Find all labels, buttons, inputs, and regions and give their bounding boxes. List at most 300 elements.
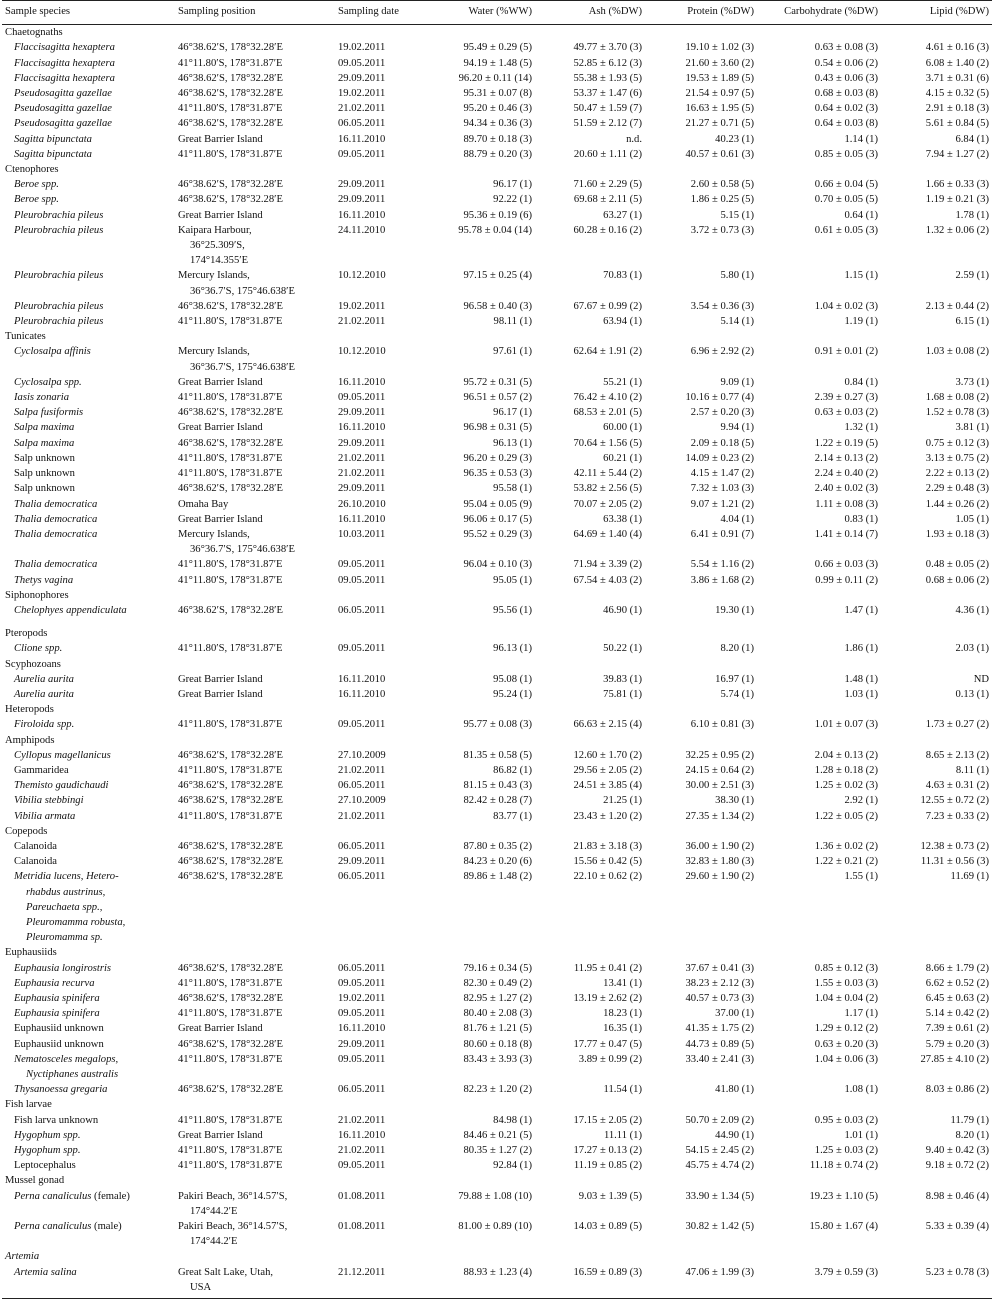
species-cell xyxy=(2,268,175,298)
table-row xyxy=(2,1082,992,1097)
position-line: 41°11.80′S, 178°31.87′E xyxy=(178,452,283,464)
lipid-cell: 12.38 ± 0.73 (2) xyxy=(920,840,989,852)
water-cell: 82.95 ± 1.27 (2) xyxy=(463,993,532,1004)
group-row xyxy=(2,945,992,960)
protein-cell: 21.54 ± 0.97 (5) xyxy=(685,88,754,100)
carbohydrate-cell: 0.63 ± 0.20 (3) xyxy=(814,1038,878,1050)
position-cell xyxy=(175,405,335,420)
lipid-cell: 1.05 (1) xyxy=(955,513,989,525)
water-cell: 88.79 ± 0.20 (3) xyxy=(463,148,532,160)
position-cell xyxy=(175,436,335,451)
species-cell xyxy=(2,672,175,687)
position-line: Great Barrier Island xyxy=(178,133,263,145)
species-name: Fish larva unknown xyxy=(14,1114,99,1126)
protein-cell: 2.09 ± 0.18 (5) xyxy=(690,437,754,449)
table-row xyxy=(2,56,992,71)
date-cell: 24.11.2010 xyxy=(338,224,386,236)
species-cell xyxy=(2,809,175,824)
ash-cell: 66.63 ± 2.15 (4) xyxy=(573,719,642,731)
species-name: Pleurobrachia pileus xyxy=(14,300,104,312)
protein-cell: 4.15 ± 1.47 (2) xyxy=(690,468,754,480)
protein-cell: 9.09 (1) xyxy=(720,376,754,388)
species-cell xyxy=(2,991,175,1006)
species-name: Salp unknown xyxy=(14,483,75,495)
species-name: Thetys vagina xyxy=(14,574,74,586)
protein-cell: 3.86 ± 1.68 (2) xyxy=(690,574,754,586)
position-cell xyxy=(175,603,335,626)
species-name: Euphausia longirostris xyxy=(14,962,112,974)
ash-cell: 70.83 (1) xyxy=(603,270,642,282)
species-cell xyxy=(2,40,175,55)
table-row xyxy=(2,991,992,1006)
group-name: Amphipods xyxy=(5,734,55,746)
species-cell xyxy=(2,314,175,329)
species-line: Nematosceles megalops, xyxy=(14,1053,119,1065)
position-cell xyxy=(175,839,335,854)
position-cell xyxy=(175,1113,335,1128)
species-cell xyxy=(2,56,175,71)
species-name: Flaccisagitta hexaptera xyxy=(14,42,115,54)
carbohydrate-cell: 1.08 (1) xyxy=(844,1084,878,1096)
header-row xyxy=(2,1,992,25)
position-cell xyxy=(175,1143,335,1158)
position-line: 46°38.62′S, 178°32.28′E xyxy=(178,407,283,419)
ash-cell: 62.64 ± 1.91 (2) xyxy=(573,346,642,358)
species-name: Beroe spp. xyxy=(14,194,59,206)
position-line: 41°11.80′S, 178°31.87′E xyxy=(178,316,283,328)
lipid-cell: 7.23 ± 0.33 (2) xyxy=(925,810,989,822)
species-cell xyxy=(2,1082,175,1097)
table-row xyxy=(2,527,992,557)
protein-cell: 44.73 ± 0.89 (5) xyxy=(685,1038,754,1050)
species-name: Artemia salina xyxy=(14,1266,77,1278)
lipid-cell: 6.62 ± 0.52 (2) xyxy=(925,977,989,989)
ash-cell: 23.43 ± 1.20 (2) xyxy=(573,810,642,822)
position-line: 46°38.62′S, 178°32.28′E xyxy=(178,871,283,883)
species-cell xyxy=(2,299,175,314)
water-cell: 95.08 (1) xyxy=(493,673,532,685)
protein-cell: 2.57 ± 0.20 (3) xyxy=(690,407,754,419)
protein-cell: 41.80 (1) xyxy=(715,1084,754,1096)
water-cell: 96.35 ± 0.53 (3) xyxy=(463,468,532,480)
species-cell xyxy=(2,748,175,763)
carbohydrate-cell: 0.66 ± 0.04 (5) xyxy=(814,179,878,191)
species-name: Pseudosagitta gazellae xyxy=(14,88,112,100)
water-cell: 87.80 ± 0.35 (2) xyxy=(463,840,532,852)
protein-cell: 21.27 ± 0.71 (5) xyxy=(685,118,754,130)
table-row xyxy=(2,839,992,854)
carbohydrate-cell: 1.01 (1) xyxy=(844,1129,878,1141)
carbohydrate-cell: 1.48 (1) xyxy=(844,673,878,685)
species-cell xyxy=(2,86,175,101)
position-line: 46°38.62′S, 178°32.28′E xyxy=(178,749,283,761)
carbohydrate-cell: 1.28 ± 0.18 (2) xyxy=(814,764,878,776)
group-name: Euphausiids xyxy=(5,947,57,959)
species-cell xyxy=(2,793,175,808)
species-cell xyxy=(2,1128,175,1143)
position-cell xyxy=(175,672,335,687)
date-cell: 21.02.2011 xyxy=(338,316,386,328)
ash-cell: 11.19 ± 0.85 (2) xyxy=(573,1160,642,1172)
species-name: Beroe spp. xyxy=(14,179,59,191)
position-cell xyxy=(175,1189,335,1219)
species-name: Salpa maxima xyxy=(14,422,75,434)
date-cell: 06.05.2011 xyxy=(338,118,386,130)
table-row xyxy=(2,481,992,496)
water-cell: 94.19 ± 1.48 (5) xyxy=(463,57,532,69)
table-row xyxy=(2,1189,992,1219)
lipid-cell: 5.79 ± 0.20 (3) xyxy=(925,1038,989,1050)
species-name: Gammaridea xyxy=(14,764,69,776)
position-line: 46°38.62′S, 178°32.28′E xyxy=(178,118,283,130)
date-cell: 16.11.2010 xyxy=(338,1023,386,1035)
position-line: 174°44.2′E xyxy=(190,1205,238,1217)
ash-cell: 11.95 ± 0.41 (2) xyxy=(573,962,642,974)
water-cell: 95.24 (1) xyxy=(493,688,532,700)
date-cell: 09.05.2011 xyxy=(338,719,386,731)
species-part: Perna canaliculus xyxy=(14,1221,92,1233)
table-row xyxy=(2,573,992,588)
lipid-cell: 5.14 ± 0.42 (2) xyxy=(925,1008,989,1020)
water-cell: 96.51 ± 0.57 (2) xyxy=(463,392,532,404)
ash-cell: 60.00 (1) xyxy=(603,422,642,434)
protein-cell: 40.57 ± 0.73 (3) xyxy=(685,993,754,1004)
protein-cell: 24.15 ± 0.64 (2) xyxy=(685,764,754,776)
species-cell xyxy=(2,557,175,572)
position-cell xyxy=(175,390,335,405)
header-lipid: Lipid (%DW) xyxy=(881,1,992,25)
position-line: Pakiri Beach, 36°14.57′S, xyxy=(178,1221,288,1233)
date-cell: 29.09.2011 xyxy=(338,437,386,449)
water-cell: 82.42 ± 0.28 (7) xyxy=(463,795,532,807)
group-row xyxy=(2,162,992,177)
ash-cell: 63.27 (1) xyxy=(603,209,642,221)
species-cell xyxy=(2,177,175,192)
ash-cell: 70.64 ± 1.56 (5) xyxy=(573,437,642,449)
ash-cell: 67.54 ± 4.03 (2) xyxy=(573,574,642,586)
header-position: Sampling position xyxy=(175,1,335,25)
position-cell xyxy=(175,223,335,269)
ash-cell: 11.11 (1) xyxy=(603,1129,642,1141)
species-part: (female) xyxy=(91,1190,130,1202)
position-cell xyxy=(175,512,335,527)
position-line: 41°11.80′S, 178°31.87′E xyxy=(178,392,283,404)
carbohydrate-cell: 1.22 ± 0.21 (2) xyxy=(814,856,878,868)
water-cell: 97.15 ± 0.25 (4) xyxy=(463,270,532,282)
protein-cell: 47.06 ± 1.99 (3) xyxy=(645,1265,757,1299)
position-line: 36°25.309′S, xyxy=(190,240,245,252)
date-cell: 06.05.2011 xyxy=(338,604,386,616)
position-line: Great Salt Lake, Utah, xyxy=(178,1266,274,1278)
table-row xyxy=(2,177,992,192)
lipid-cell: 2.22 ± 0.13 (2) xyxy=(925,468,989,480)
date-cell: 19.02.2011 xyxy=(338,300,386,312)
position-cell xyxy=(175,854,335,869)
lipid-cell: 2.03 (1) xyxy=(955,643,989,655)
carbohydrate-cell: 1.03 (1) xyxy=(844,688,878,700)
position-cell xyxy=(175,177,335,192)
lipid-cell: 1.32 ± 0.06 (2) xyxy=(925,224,989,236)
carbohydrate-cell: 2.39 ± 0.27 (3) xyxy=(814,392,878,404)
position-line: 46°38.62′S, 178°32.28′E xyxy=(178,194,283,206)
ash-cell: 20.60 ± 1.11 (2) xyxy=(573,148,642,160)
carbohydrate-cell: 0.61 ± 0.05 (3) xyxy=(814,224,878,236)
position-cell xyxy=(175,466,335,481)
species-cell xyxy=(2,71,175,86)
position-cell xyxy=(175,40,335,55)
protein-cell: 2.60 ± 0.58 (5) xyxy=(690,179,754,191)
position-line: 41°11.80′S, 178°31.87′E xyxy=(178,1145,283,1157)
species-cell xyxy=(2,420,175,435)
table-row xyxy=(2,116,992,131)
ash-cell: 50.22 (1) xyxy=(603,643,642,655)
carbohydrate-cell: 0.68 ± 0.03 (8) xyxy=(814,88,878,100)
group-name: Siphonophores xyxy=(5,589,69,601)
species-name: Cyclosalpa affinis xyxy=(14,346,91,358)
protein-cell: 40.57 ± 0.61 (3) xyxy=(685,148,754,160)
protein-cell: 33.90 ± 1.34 (5) xyxy=(685,1190,754,1202)
species-name: Calanoida xyxy=(14,840,57,852)
position-line: 46°38.62′S, 178°32.28′E xyxy=(178,88,283,100)
species-name: Thalia democratica xyxy=(14,498,98,510)
date-cell: 16.11.2010 xyxy=(338,376,386,388)
species-cell xyxy=(2,132,175,147)
lipid-cell: 8.98 ± 0.46 (4) xyxy=(925,1190,989,1202)
date-cell: 09.05.2011 xyxy=(338,392,386,404)
ash-cell: 60.21 (1) xyxy=(603,452,642,464)
position-cell xyxy=(175,86,335,101)
species-cell xyxy=(2,1037,175,1052)
lipid-cell: 7.39 ± 0.61 (2) xyxy=(925,1023,989,1035)
lipid-cell: 11.79 (1) xyxy=(950,1114,989,1126)
position-line: 41°11.80′S, 178°31.87′E xyxy=(178,643,283,655)
ash-cell: 49.77 ± 3.70 (3) xyxy=(573,42,642,54)
position-cell xyxy=(175,497,335,512)
group-row xyxy=(2,657,992,672)
lipid-cell: 5.33 ± 0.39 (4) xyxy=(925,1221,989,1233)
lipid-cell: 11.31 ± 0.56 (3) xyxy=(920,856,989,868)
position-cell xyxy=(175,1128,335,1143)
ash-cell: 16.35 (1) xyxy=(603,1023,642,1035)
table-row xyxy=(2,375,992,390)
lipid-cell: 12.55 ± 0.72 (2) xyxy=(920,795,989,807)
protein-cell: 32.83 ± 1.80 (3) xyxy=(685,856,754,868)
table-row xyxy=(2,809,992,824)
position-cell xyxy=(175,869,335,945)
ash-cell: 13.41 (1) xyxy=(603,977,642,989)
ash-cell: 71.94 ± 3.39 (2) xyxy=(573,559,642,571)
protein-cell: 3.72 ± 0.73 (3) xyxy=(690,224,754,236)
date-cell: 21.02.2011 xyxy=(338,1145,386,1157)
water-cell: 96.58 ± 0.40 (3) xyxy=(463,300,532,312)
table-row xyxy=(2,208,992,223)
position-line: Mercury Islands, xyxy=(178,528,250,540)
protein-cell: 19.53 ± 1.89 (5) xyxy=(685,72,754,84)
species-cell xyxy=(2,375,175,390)
lipid-cell: 4.36 (1) xyxy=(955,604,989,616)
position-line: 36°36.7′S, 175°46.638′E xyxy=(190,544,295,556)
species-cell xyxy=(2,451,175,466)
ash-cell: 15.56 ± 0.42 (5) xyxy=(573,856,642,868)
table-row xyxy=(2,466,992,481)
date-cell: 01.08.2011 xyxy=(338,1221,386,1233)
protein-cell: 37.00 (1) xyxy=(715,1008,754,1020)
date-cell: 29.09.2011 xyxy=(338,179,386,191)
ash-cell: n.d. xyxy=(626,133,642,145)
carbohydrate-cell: 2.14 ± 0.13 (2) xyxy=(814,452,878,464)
header-carbohydrate: Carbohydrate (%DW) xyxy=(757,1,881,25)
position-line: 41°11.80′S, 178°31.87′E xyxy=(178,1008,283,1020)
ash-cell: 22.10 ± 0.62 (2) xyxy=(573,871,642,883)
ash-cell: 75.81 (1) xyxy=(603,688,642,700)
date-cell: 29.09.2011 xyxy=(338,483,386,495)
water-cell: 92.22 (1) xyxy=(493,194,532,206)
position-cell xyxy=(175,451,335,466)
ash-cell: 55.21 (1) xyxy=(603,376,642,388)
position-cell xyxy=(175,147,335,162)
species-cell xyxy=(2,481,175,496)
species-name: Pseudosagitta gazellae xyxy=(14,103,112,115)
position-line: Great Barrier Island xyxy=(178,1023,263,1035)
lipid-cell: 5.23 ± 0.78 (3) xyxy=(881,1265,992,1299)
position-line: 41°11.80′S, 178°31.87′E xyxy=(178,810,283,822)
date-cell: 21.02.2011 xyxy=(338,810,386,822)
lipid-cell: 3.13 ± 0.75 (2) xyxy=(925,452,989,464)
table-row xyxy=(2,436,992,451)
water-cell: 89.70 ± 0.18 (3) xyxy=(463,133,532,145)
species-cell xyxy=(2,961,175,976)
position-line: Pakiri Beach, 36°14.57′S, xyxy=(178,1190,288,1202)
species-cell xyxy=(2,1143,175,1158)
carbohydrate-cell: 0.83 (1) xyxy=(844,513,878,525)
table-row xyxy=(2,869,992,945)
species-name: Salpa maxima xyxy=(14,437,75,449)
protein-cell: 8.20 (1) xyxy=(720,643,754,655)
position-line: 46°38.62′S, 178°32.28′E xyxy=(178,993,283,1004)
position-cell xyxy=(175,991,335,1006)
protein-cell: 9.94 (1) xyxy=(720,422,754,434)
water-cell: 95.78 ± 0.04 (14) xyxy=(458,224,532,236)
carbohydrate-cell: 1.22 ± 0.19 (5) xyxy=(814,437,878,449)
species-part: Perna canaliculus xyxy=(14,1190,92,1202)
species-cell xyxy=(2,1219,175,1249)
ash-cell: 60.28 ± 0.16 (2) xyxy=(573,224,642,236)
table-row xyxy=(2,268,992,298)
date-cell: 19.02.2011 xyxy=(338,88,386,100)
position-line: 46°38.62′S, 178°32.28′E xyxy=(178,483,283,495)
position-cell xyxy=(175,1219,335,1249)
carbohydrate-cell: 2.40 ± 0.02 (3) xyxy=(814,483,878,495)
table-row xyxy=(2,86,992,101)
table-row xyxy=(2,132,992,147)
table-row xyxy=(2,641,992,656)
date-cell: 16.11.2010 xyxy=(338,688,386,700)
lipid-cell: 0.48 ± 0.05 (2) xyxy=(925,559,989,571)
water-cell: 80.35 ± 1.27 (2) xyxy=(463,1145,532,1157)
date-cell: 01.08.2011 xyxy=(338,1190,386,1202)
species-name: Vibilia stebbingi xyxy=(14,795,84,807)
ash-cell: 3.89 ± 0.99 (2) xyxy=(578,1053,642,1065)
carbohydrate-cell: 2.04 ± 0.13 (2) xyxy=(814,749,878,761)
ash-cell: 39.83 (1) xyxy=(603,673,642,685)
species-name: Euphausia spinifera xyxy=(14,1008,100,1020)
carbohydrate-cell: 2.24 ± 0.40 (2) xyxy=(814,468,878,480)
carbohydrate-cell: 0.64 (1) xyxy=(844,209,878,221)
protein-cell: 9.07 ± 1.21 (2) xyxy=(690,498,754,510)
lipid-cell: 2.59 (1) xyxy=(955,270,989,282)
position-cell xyxy=(175,101,335,116)
position-cell xyxy=(175,299,335,314)
species-name: Euphausia recurva xyxy=(14,977,95,989)
ash-cell: 42.11 ± 5.44 (2) xyxy=(573,468,642,480)
carbohydrate-cell: 0.84 (1) xyxy=(844,376,878,388)
species-name: Salp unknown xyxy=(14,468,75,480)
group-row xyxy=(2,588,992,603)
position-cell xyxy=(175,748,335,763)
species-name: Salpa fusiformis xyxy=(14,407,84,419)
carbohydrate-cell: 1.04 ± 0.02 (3) xyxy=(814,300,878,312)
ash-cell: 51.59 ± 2.12 (7) xyxy=(573,118,642,130)
date-cell: 27.10.2009 xyxy=(338,749,386,761)
protein-cell: 50.70 ± 2.09 (2) xyxy=(685,1114,754,1126)
species-name: Leptocephalus xyxy=(14,1160,76,1172)
ash-cell: 53.82 ± 2.56 (5) xyxy=(573,483,642,495)
ash-cell: 13.19 ± 2.62 (2) xyxy=(573,993,642,1004)
water-cell: 96.20 ± 0.11 (14) xyxy=(458,72,532,84)
position-line: 41°11.80′S, 178°31.87′E xyxy=(178,1053,283,1065)
table-row xyxy=(2,512,992,527)
water-cell: 89.86 ± 1.48 (2) xyxy=(463,871,532,883)
position-line: 36°36.7′S, 175°46.638′E xyxy=(190,285,295,297)
position-line: 41°11.80′S, 178°31.87′E xyxy=(178,1114,283,1126)
water-cell: 95.56 (1) xyxy=(493,604,532,616)
species-cell xyxy=(2,1158,175,1173)
species-cell xyxy=(2,778,175,793)
header-ash: Ash (%DW) xyxy=(535,1,645,25)
water-cell: 96.17 (1) xyxy=(493,407,532,419)
date-cell: 29.09.2011 xyxy=(338,1038,386,1050)
position-cell xyxy=(175,116,335,131)
carbohydrate-cell: 1.29 ± 0.12 (2) xyxy=(814,1023,878,1035)
table-row xyxy=(2,672,992,687)
carbohydrate-cell: 0.63 ± 0.08 (3) xyxy=(814,42,878,54)
position-line: Great Barrier Island xyxy=(178,376,263,388)
carbohydrate-cell: 1.15 (1) xyxy=(844,270,878,282)
table-row xyxy=(2,854,992,869)
species-cell xyxy=(2,687,175,702)
carbohydrate-cell: 0.85 ± 0.12 (3) xyxy=(814,962,878,974)
position-line: Great Barrier Island xyxy=(178,673,263,685)
position-cell xyxy=(175,1006,335,1021)
ash-cell: 14.03 ± 0.89 (5) xyxy=(573,1221,642,1233)
protein-cell: 5.15 (1) xyxy=(720,209,754,221)
position-cell xyxy=(175,557,335,572)
carbohydrate-cell: 1.04 ± 0.04 (2) xyxy=(814,993,878,1004)
water-cell: 86.82 (1) xyxy=(493,764,532,776)
table-row xyxy=(2,1037,992,1052)
lipid-cell: 6.84 (1) xyxy=(955,133,989,145)
table-row xyxy=(2,603,992,626)
protein-cell: 4.04 (1) xyxy=(720,513,754,525)
group-name: Fish larvae xyxy=(5,1099,52,1111)
position-line: 46°38.62′S, 178°32.28′E xyxy=(178,42,283,54)
protein-cell: 6.41 ± 0.91 (7) xyxy=(690,528,754,540)
table-row xyxy=(2,101,992,116)
species-name: Vibilia armata xyxy=(14,810,76,822)
ash-cell: 53.37 ± 1.47 (6) xyxy=(573,88,642,100)
species-cell xyxy=(2,603,175,626)
date-cell: 26.10.2010 xyxy=(338,498,386,510)
